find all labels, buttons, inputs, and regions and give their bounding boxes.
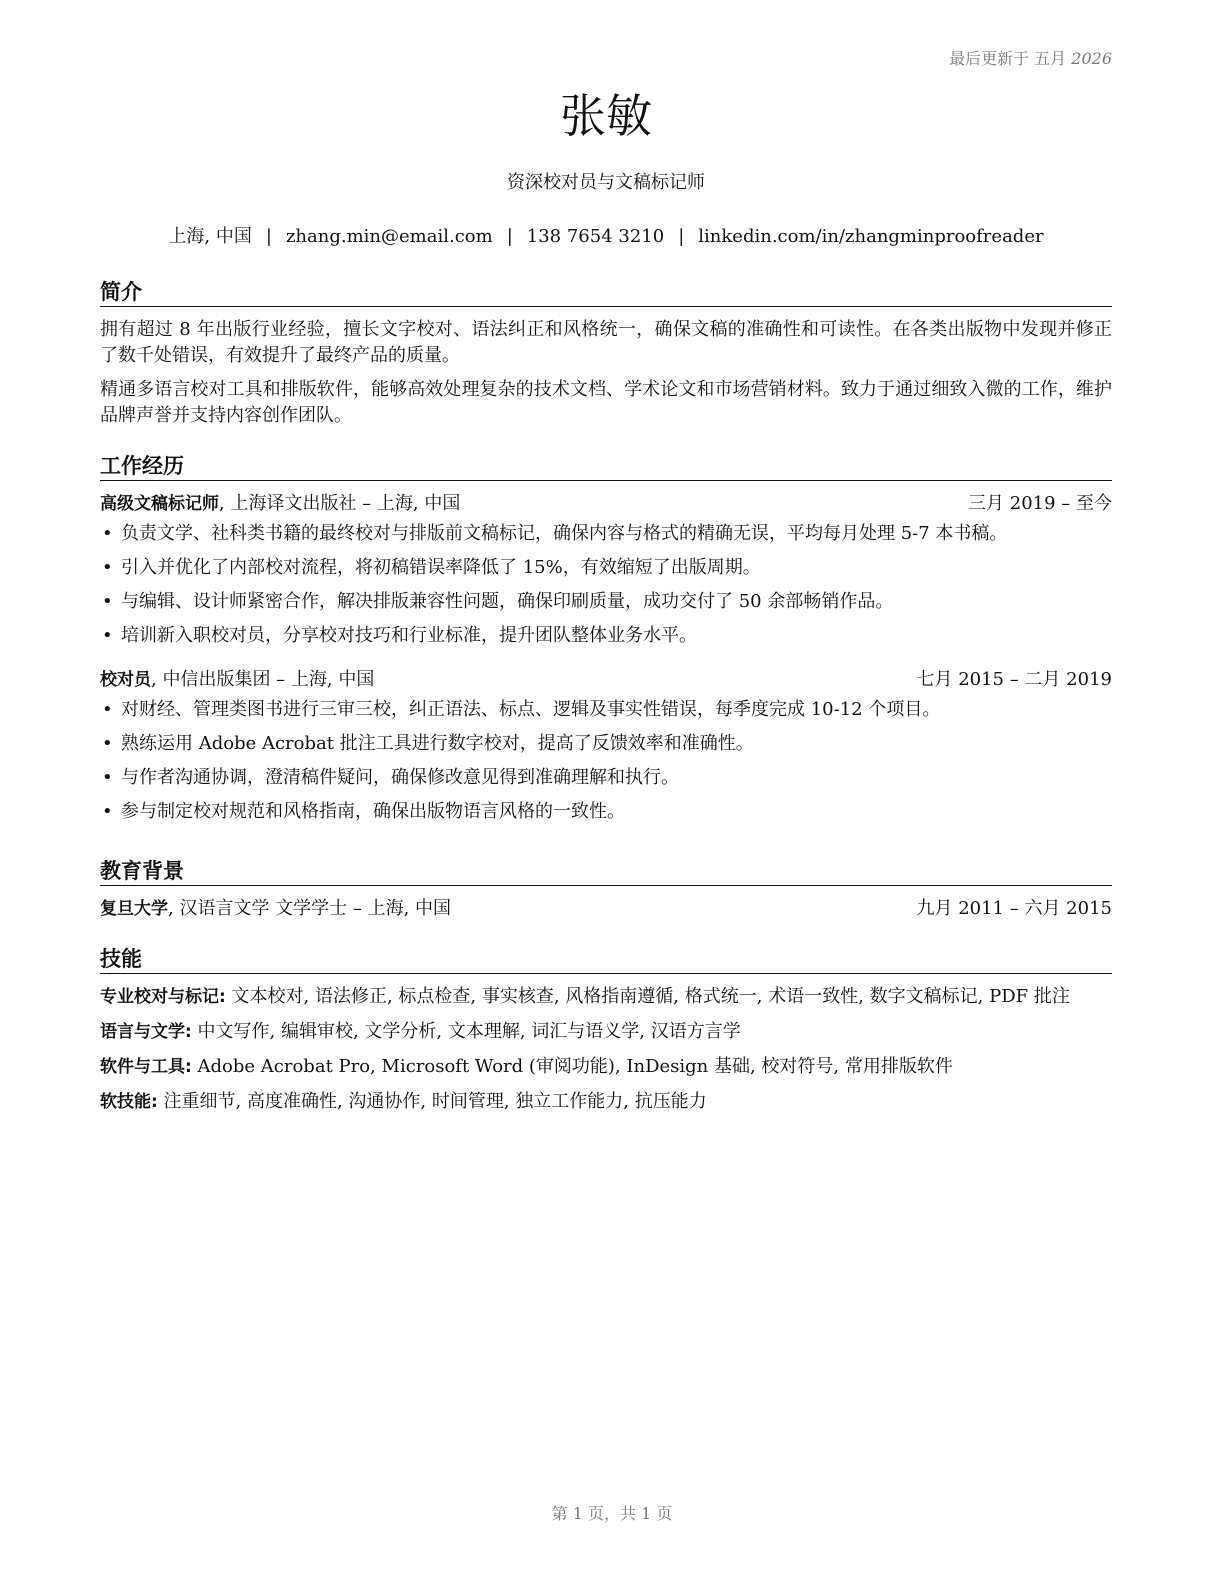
skill-value: Adobe Acrobat Pro, Microsoft Word (审阅功能), InDesign 基础, 校对符号, 常用排版软件 xyxy=(191,1056,953,1077)
contact-separator: | xyxy=(506,226,513,247)
bullet-item: • 与编辑、设计师紧密合作，解决排版兼容性问题，确保印刷质量，成功交付了 50 余部畅销作品。 xyxy=(100,589,1112,615)
candidate-name: 张敏 xyxy=(560,89,652,143)
bullet-icon: • xyxy=(102,801,113,822)
skill-label: 专业校对与标记: xyxy=(100,987,226,1007)
contact-linkedin[interactable]: linkedin.com/in/zhangminproofreader xyxy=(698,226,1044,247)
page-number: 第 1 页，共 1 页 xyxy=(551,1504,673,1523)
contact-separator: | xyxy=(265,226,272,247)
bullet-item: • 与作者沟通协调，澄清稿件疑问，确保修改意见得到准确理解和执行。 xyxy=(100,765,1112,791)
bullet-icon: • xyxy=(102,699,113,720)
contact-phone[interactable]: 138 7654 3210 xyxy=(526,226,665,247)
job-title: 资深校对员与文稿标记师 xyxy=(507,172,705,193)
education-detail: , 汉语言文学 文学学士 – 上海, 中国 xyxy=(168,898,452,919)
skill-value: 注重细节, 高度准确性, 沟通协作, 时间管理, 独立工作能力, 抗压能力 xyxy=(157,1091,707,1112)
education-school: 复旦大学 xyxy=(100,899,168,919)
skill-label: 软技能: xyxy=(100,1092,158,1112)
skill-row xyxy=(100,984,1112,1010)
summary-paragraph: 拥有超过 8 年出版行业经验，擅长文字校对、语法纠正和风格统一，确保文稿的准确性和可读性。在各类出版物中发现并修正了数千处错误，有效提升了最终产品的质量。 xyxy=(100,319,1112,366)
bullet-item: • 引入并优化了内部校对流程，将初稿错误率降低了 15%，有效缩短了出版周期。 xyxy=(100,555,1112,581)
job-bullets xyxy=(100,521,1112,649)
job-header xyxy=(100,491,1112,517)
education-heading: 教育背景 xyxy=(100,857,1112,886)
last-updated xyxy=(949,46,1112,69)
job-role: 校对员 xyxy=(100,670,151,690)
job-entry xyxy=(100,667,1112,825)
contact-separator: | xyxy=(678,226,685,247)
contact-location: 上海, 中国 xyxy=(168,226,252,247)
bullet-icon: • xyxy=(102,523,113,544)
skill-label: 语言与文学: xyxy=(100,1022,192,1042)
bullet-icon: • xyxy=(102,625,113,646)
last-updated-label: 最后更新于 五月 xyxy=(949,49,1067,68)
bullet-item: • 对财经、管理类图书进行三审三校，纠正语法、标点、逻辑及事实性错误，每季度完成 10-12 个项目。 xyxy=(100,697,1112,723)
experience-section xyxy=(100,452,1112,833)
bullet-item: • 熟练运用 Adobe Acrobat 批注工具进行数字校对，提高了反馈效率和准确性。 xyxy=(100,731,1112,757)
education-dates: 九月 2011 – 六月 2015 xyxy=(916,898,1112,919)
summary-paragraph: 精通多语言校对工具和排版软件，能够高效处理复杂的技术文档、学术论文和市场营销材料。致力于通过细致入微的工作，维护品牌声誉并支持内容创作团队。 xyxy=(100,379,1112,426)
bullet-icon: • xyxy=(102,733,113,754)
job-dates: 三月 2019 – 至今 xyxy=(968,493,1112,514)
bullet-icon: • xyxy=(102,557,113,578)
job-org: , 中信出版集团 – 上海, 中国 xyxy=(151,669,375,690)
bullet-item: • 培训新入职校对员，分享校对技巧和行业标准，提升团队整体业务水平。 xyxy=(100,623,1112,649)
skill-row xyxy=(100,1089,1112,1115)
education-section xyxy=(100,857,1112,926)
education-entry xyxy=(100,896,1112,922)
last-updated-year: 2026 xyxy=(1071,49,1112,68)
job-header xyxy=(100,667,1112,693)
experience-heading: 工作经历 xyxy=(100,452,1112,481)
job-bullets xyxy=(100,697,1112,825)
job-dates: 七月 2015 – 二月 2019 xyxy=(916,669,1112,690)
summary-section xyxy=(100,278,1112,437)
bullet-item: • 参与制定校对规范和风格指南，确保出版物语言风格的一致性。 xyxy=(100,799,1112,825)
skill-row xyxy=(100,1019,1112,1045)
skills-heading: 技能 xyxy=(100,945,1112,974)
skill-value: 中文写作, 编辑审校, 文学分析, 文本理解, 词汇与语义学, 汉语方言学 xyxy=(191,1021,741,1042)
job-entry xyxy=(100,491,1112,649)
skill-label: 软件与工具: xyxy=(100,1057,192,1077)
summary-heading: 简介 xyxy=(100,278,1112,307)
bullet-item: • 负责文学、社科类书籍的最终校对与排版前文稿标记，确保内容与格式的精确无误，平均每月处理 5-7 本书稿。 xyxy=(100,521,1112,547)
skill-value: 文本校对, 语法修正, 标点检查, 事实核查, 风格指南遵循, 格式统一, 术语一致性, 数字文稿标记, PDF 批注 xyxy=(225,986,1070,1007)
contact-email[interactable]: zhang.min@email.com xyxy=(285,226,493,247)
bullet-icon: • xyxy=(102,767,113,788)
contact-line xyxy=(100,224,1112,250)
skill-row xyxy=(100,1054,1112,1080)
bullet-icon: • xyxy=(102,591,113,612)
job-role: 高级文稿标记师 xyxy=(100,494,219,514)
skills-section xyxy=(100,945,1112,1124)
job-org: , 上海译文出版社 – 上海, 中国 xyxy=(219,493,461,514)
